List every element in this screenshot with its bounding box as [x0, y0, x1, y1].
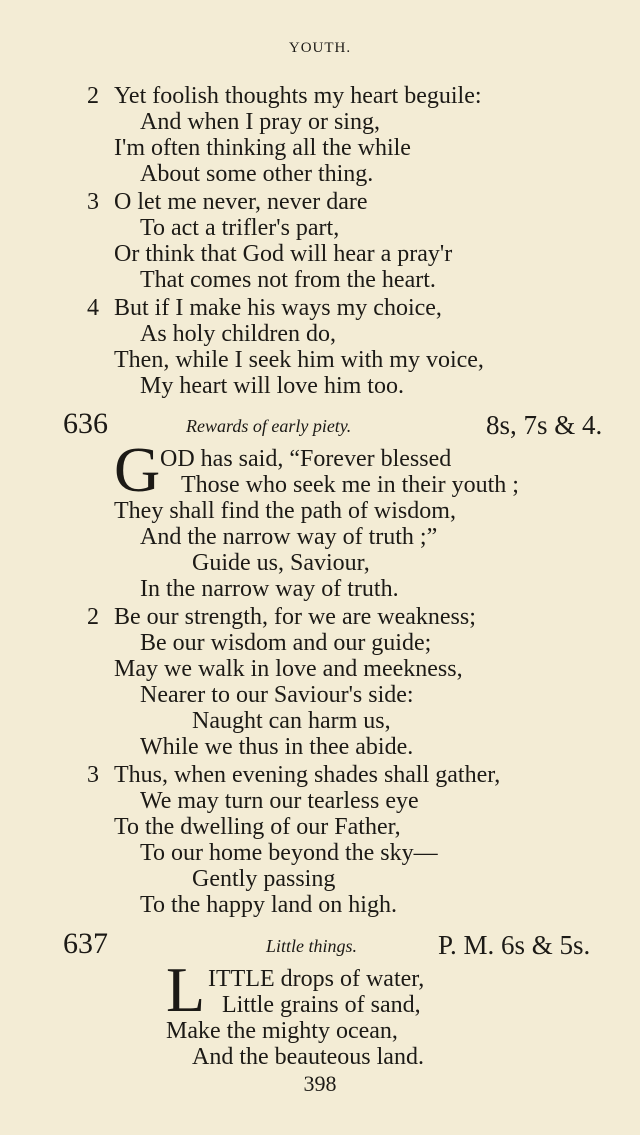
verse-line: And the beauteous land. — [192, 1044, 424, 1070]
verse-line: I'm often thinking all the while — [114, 135, 411, 161]
verse-number: 4 — [87, 295, 99, 321]
verse-line: Those who seek me in their youth ; — [181, 472, 519, 498]
verse-line: ITTLE drops of water, — [208, 966, 425, 992]
hymn-title: Rewards of early piety. — [186, 416, 352, 436]
verse-line: As holy children do, — [140, 321, 336, 347]
verse-line: OD has said, “Forever blessed — [160, 446, 452, 472]
verse-line: And the narrow way of truth ;” — [140, 524, 438, 550]
verse-line: They shall find the path of wisdom, — [114, 498, 456, 524]
hymn-number: 636 — [63, 407, 108, 440]
verse-number: 2 — [87, 604, 99, 630]
verse-line: And when I pray or sing, — [140, 109, 380, 135]
verse-line: Make the mighty ocean, — [166, 1018, 398, 1044]
verse-line: Gently passing — [192, 866, 336, 892]
verse-line: In the narrow way of truth. — [140, 576, 399, 602]
hymn-meter: 8s, 7s & 4. — [486, 410, 603, 440]
verse-line: Be our strength, for we are weakness; — [114, 604, 476, 630]
hymn-number: 637 — [63, 927, 108, 960]
hymn-meter: P. M. 6s & 5s. — [438, 930, 591, 960]
verse-line: Naught can harm us, — [192, 708, 391, 734]
verse-line: Be our wisdom and our guide; — [140, 630, 432, 656]
verse-line: About some other thing. — [140, 161, 374, 187]
verse-line: To the dwelling of our Father, — [114, 814, 401, 840]
verse-line: To the happy land on high. — [140, 892, 397, 918]
verse-line: But if I make his ways my choice, — [114, 295, 442, 321]
verse-line: That comes not from the heart. — [140, 267, 436, 293]
verse-number: 3 — [87, 762, 99, 788]
verse-line: Yet foolish thoughts my heart beguile: — [114, 83, 482, 109]
verse-line: May we walk in love and meekness, — [114, 656, 463, 682]
verse-line: While we thus in thee abide. — [140, 734, 414, 760]
verse-line: My heart will love him too. — [140, 373, 404, 399]
drop-cap: L — [166, 954, 206, 1025]
verse-number: 2 — [87, 83, 99, 109]
verse-line: O let me never, never dare — [114, 189, 368, 215]
drop-cap: G — [114, 434, 161, 505]
hymn-title: Little things. — [266, 936, 358, 956]
page-number: 398 — [303, 1071, 337, 1096]
verse-line: Little grains of sand, — [222, 992, 421, 1018]
verse-line: Nearer to our Saviour's side: — [140, 682, 414, 708]
verse-line: We may turn our tearless eye — [140, 788, 419, 814]
verse-line: To act a trifler's part, — [140, 215, 340, 241]
verse-number: 3 — [87, 189, 99, 215]
verse-line: Guide us, Saviour, — [192, 550, 370, 576]
verse-line: To our home beyond the sky— — [140, 840, 438, 866]
verse-line: Or think that God will hear a pray'r — [114, 241, 453, 267]
verse-line: Then, while I seek him with my voice, — [114, 347, 484, 373]
running-head: YOUTH. — [288, 40, 352, 56]
verse-line: Thus, when evening shades shall gather, — [114, 762, 501, 788]
